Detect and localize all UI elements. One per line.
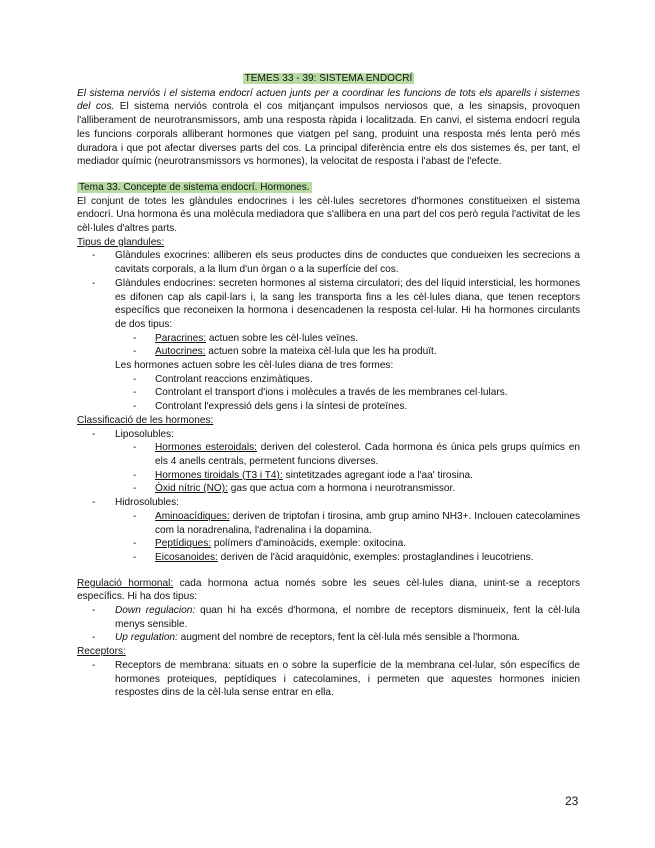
list-item: - Up regulation: augment del nombre de receptors, fent la cèl·lula més sensible a l'hormona.	[92, 632, 520, 644]
page-number: 23	[565, 794, 579, 808]
document-body	[77, 72, 580, 700]
definition-paragraph: El conjunt de totes les glàndules endocrines i les cèl·lules secretores d'hormones constitueixen el sistema endocrí. Una hormona és una molècula mediadora que s'allibera en una part del cos però regula l'activitat de les cèl·lules d'altres parts.	[77, 195, 580, 235]
list-item: - Eicosanoides: deriven de l'àcid araquidònic, exemples: prostaglandines i leucotriens.	[133, 551, 534, 563]
list-item: - Controlant el transport d'ions i molècules a través de les membranes cel·lulars.	[133, 387, 508, 399]
intro-text: El sistema nerviós controla el cos mitjançant impulsos nerviosos que, a les sinapsis, provoquen l'alliberament de neurotransmissors, amb una resposta ràpida i localitzada. En canvi, el sistema endocrí regula les funcions corporals alliberant hormones que viatgen pel sang, produint una resposta més lenta però més duradora i que pot afectar diverses parts del cos. La principal diferència entre els dos sistemes és, per tant, el mediador químic (neurotransmissors vs hormones), la velocitat de resposta i l'abast de l'efecte.	[77, 101, 580, 168]
list-item: - Glàndules exocrines: alliberen els seus productes dins de conductes que condueixen les secrecions a cavitats corporals, a la llum d'un òrgan o a la superfície del cos.	[92, 250, 580, 276]
list-item: - Paracrines: actuen sobre les cèl·lules veïnes.	[133, 332, 359, 344]
page-title	[77, 72, 580, 86]
bullet: -	[92, 250, 96, 262]
list-item: - Liposolubles:	[92, 428, 174, 440]
classificacio-heading: Classificació de les hormones:	[77, 414, 214, 426]
intro-paragraph	[77, 87, 580, 169]
list-item: - Down regulacion: quan hi ha excés d'hormona, el nombre de receptors disminueix, fent la cèl·lula menys sensible.	[92, 605, 580, 630]
section-heading-text: Tema 33. Concepte de sistema endocrí. Hormones.	[79, 181, 310, 193]
list-item: - Controlant reaccions enzimàtiques.	[133, 373, 313, 385]
list-item: - Hidrosolubles:	[92, 497, 179, 509]
list-item: - Hormones tiroidals (T3 i T4): sintetitzades agregant iode a l'aa' tirosina.	[133, 469, 473, 481]
receptors-heading: Receptors:	[77, 646, 126, 658]
list-item: - Autocrines: actuen sobre la mateixa cèl·lula que les ha produït.	[133, 346, 437, 358]
list-item: - Hormones esteroidals: deriven del colesterol. Cada hormona és única pels grups químics en els 4 anells centrals, permetent funcions diverses.	[133, 442, 580, 467]
section-heading	[77, 181, 580, 195]
bullet: -	[133, 332, 137, 344]
regulacio-paragraph: Regulació hormonal: cada hormona actua només sobre les seues cèl·lules diana, unint-se a receptors específics. Hi ha dos tipus:	[77, 577, 580, 603]
list-item: - Òxid nítric (NO): gas que actua com a hormona i neurotransmissor.	[133, 483, 456, 495]
bullet: -	[92, 277, 96, 289]
formes-intro: Les hormones actuen sobre les cèl·lules diana de tres formes:	[115, 360, 394, 372]
list-item: - Controlant l'expressió dels gens i la síntesi de proteïnes.	[133, 401, 408, 413]
intro-italic: El sistema nerviós i el sistema endocrí actuen junts per a coordinar les funcions de tots els aparells i sistemes del cos.	[77, 87, 580, 113]
tipus-heading: Tipus de glandules:	[77, 236, 165, 248]
list-item: - Peptídiques: polímers d'aminoàcids, exemple: oxitocina.	[133, 538, 407, 550]
list-item: - Aminoacídiques: deriven de triptofan i tirosina, amb grup amino NH3+. Inclouen catecolamines com la noradrenalina, l'adrenalina i la dopamina.	[133, 510, 580, 536]
title-text: TEMES 33 - 39: SISTEMA ENDOCRÍ	[244, 73, 413, 84]
list-item: - Glàndules endocrines: secreten hormones al sistema circulatori; des del líquid intersticial, les hormones es difonen cap als capil·lars i, la sang les transporta fins a les cèl·lules diana, que tenen receptors específics que reconeixen la hormona i desencadenen la resposta cel·lular. Hi ha hormones circulants de dos tipus:	[92, 277, 580, 330]
list-item: - Receptors de membrana: situats en o sobre la superfície de la membrana cel·lular, són específics de hormones proteiques, peptídiques i catecolamines, i permeten que aquestes hormones inicien respostes dins de la cèl·lula sense entrar en ella.	[92, 659, 580, 699]
bullet: -	[133, 346, 137, 358]
